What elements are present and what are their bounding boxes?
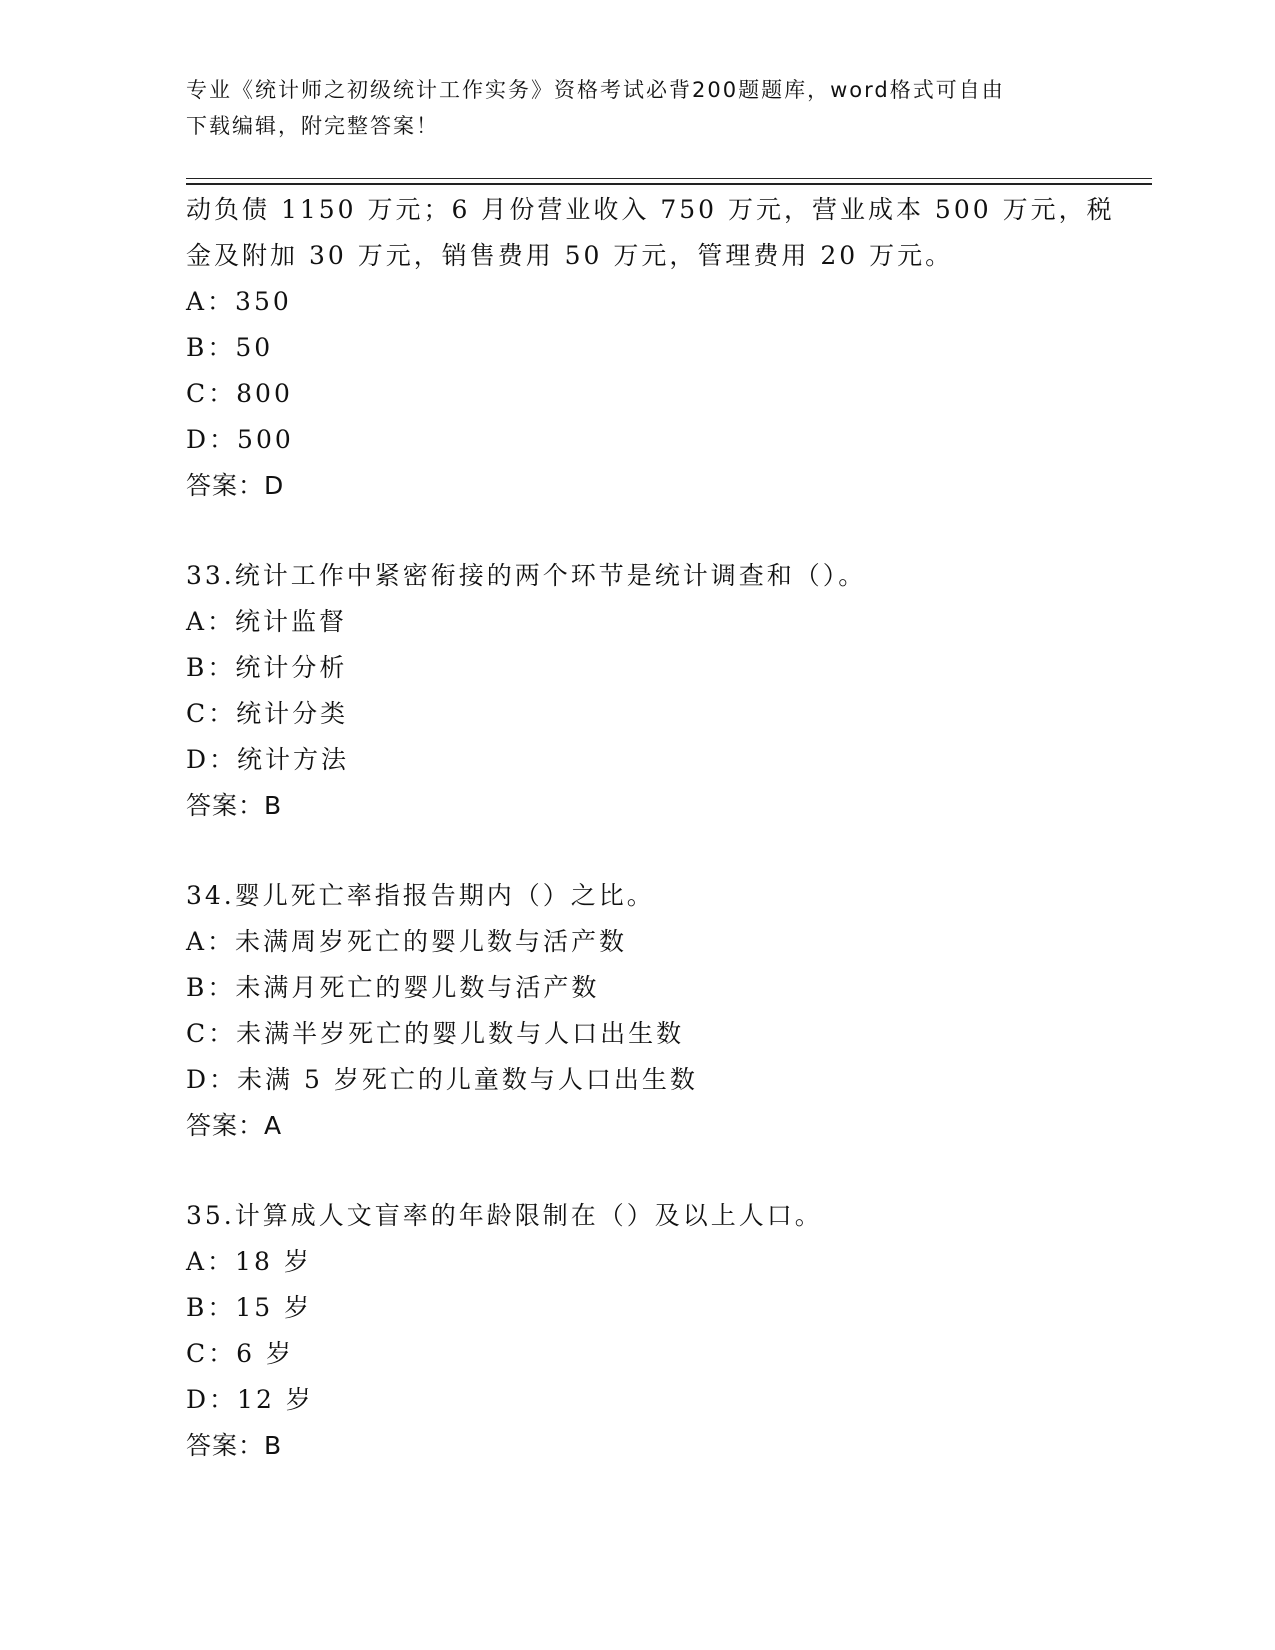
option-b: B：统计分析 bbox=[186, 653, 348, 682]
option-b: B：15 岁 bbox=[186, 1293, 313, 1322]
answer-label: 答案：D bbox=[186, 471, 285, 500]
option-a: A：350 bbox=[186, 287, 292, 316]
option-d: D：500 bbox=[186, 425, 294, 454]
answer-label: 答案：B bbox=[186, 1431, 283, 1460]
option-d: D：未满 5 岁死亡的儿童数与人口出生数 bbox=[186, 1065, 698, 1094]
option-b: B：50 bbox=[186, 333, 274, 362]
header-divider-thick bbox=[186, 183, 1152, 185]
answer-label: 答案：B bbox=[186, 791, 283, 820]
question-text: 33.统计工作中紧密衔接的两个环节是统计调查和（）。 bbox=[186, 561, 867, 590]
document-header: 专业《统计师之初级统计工作实务》资格考试必背200题题库，word格式可自由 下载编辑，附完整答案！ bbox=[186, 78, 1005, 138]
question-text: 35.计算成人文盲率的年龄限制在（）及以上人口。 bbox=[186, 1201, 823, 1230]
option-d: D：12 岁 bbox=[186, 1385, 314, 1414]
header-divider-thin bbox=[186, 178, 1152, 179]
option-a: A：18 岁 bbox=[186, 1247, 312, 1276]
option-b: B：未满月死亡的婴儿数与活产数 bbox=[186, 973, 600, 1002]
option-c: C：6 岁 bbox=[186, 1339, 294, 1368]
option-c: C：800 bbox=[186, 379, 293, 408]
question-text-line: 动负债 1150 万元；6 月份营业收入 750 万元，营业成本 500 万元，税 bbox=[186, 195, 1115, 224]
question-continuation bbox=[186, 187, 1115, 509]
option-c: C：未满半岁死亡的婴儿数与人口出生数 bbox=[186, 1019, 685, 1048]
question-text-line: 金及附加 30 万元，销售费用 50 万元，管理费用 20 万元。 bbox=[186, 241, 954, 270]
option-c: C：统计分类 bbox=[186, 699, 349, 728]
option-d: D：统计方法 bbox=[186, 745, 350, 774]
question-33 bbox=[186, 553, 1086, 829]
question-content bbox=[186, 187, 1115, 1513]
option-a: A：统计监督 bbox=[186, 607, 348, 636]
question-text: 34.婴儿死亡率指报告期内（）之比。 bbox=[186, 881, 655, 910]
option-a: A：未满周岁死亡的婴儿数与活产数 bbox=[186, 927, 628, 956]
question-34 bbox=[186, 873, 1086, 1149]
question-35 bbox=[186, 1193, 1086, 1469]
answer-label: 答案：A bbox=[186, 1111, 283, 1140]
